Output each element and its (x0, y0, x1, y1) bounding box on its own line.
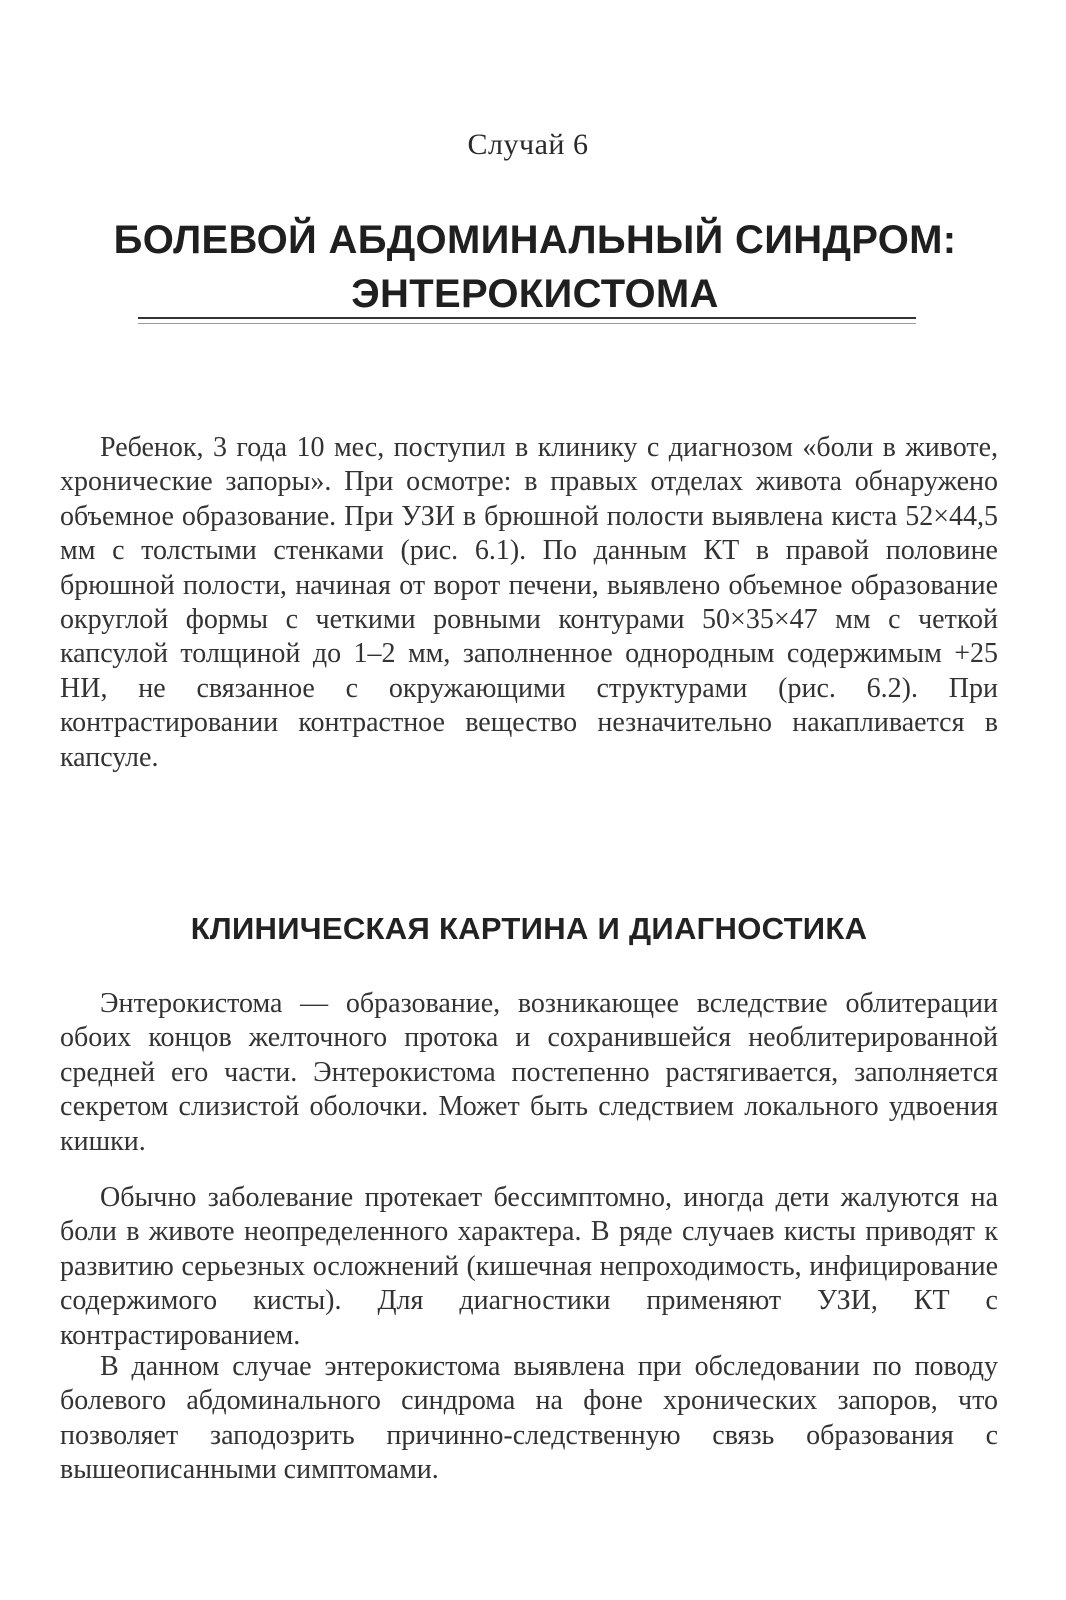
section-paragraph-1: Энтерокистома — образование, возникающее вследствие облитерации обоих концов желточного протока и сохранившейся необлитерированной средней его части. Энтерокистома постепенно растягивается, заполняется секретом слизистой оболочки. Может быть следствием локального удвоения кишки. (60, 988, 998, 1157)
title-underline (138, 317, 916, 319)
section-paragraph-2: Обычно заболевание протекает бессимптомно, иногда дети жалуются на боли в животе неопределенного характера. В ряде случаев кисты приводят к развитию серьезных осложнений (кишечная непроходимость, инфицирование содержимого кисты). Для диагностики применяют УЗИ, КТ с контрастированием. (60, 1182, 998, 1351)
section-heading: КЛИНИЧЕСКАЯ КАРТИНА И ДИАГНОСТИКА (190, 911, 868, 946)
case-description-paragraph: Ребенок, 3 года 10 мес, поступил в клинику с диагнозом «боли в животе, хронические запоры». При осмотре: в правых отделах живота обнаружено объемное образование. При УЗИ в брюшной полости выявлена киста 52×44,5 мм с толстыми стенками (рис. 6.1). По данным КТ в правой половине брюшной полости, начиная от ворот печени, выявлено объемное образование округлой формы с четкими ровными контурами 50×35×47 мм с четкой капсулой толщиной до 1–2 мм, заполненное однородным содержимым +25 HИ, не связанное с окружающими структурами (рис. 6.2). При контрастировании контрастное вещество незначительно накапливается в капсуле. (60, 432, 998, 773)
section-paragraph-1-block (60, 987, 998, 1159)
section-paragraph-2-block (60, 1181, 998, 1353)
section-paragraph-3-block (60, 1350, 998, 1488)
case-description (60, 431, 998, 775)
case-number-label: Случай 6 (467, 128, 589, 161)
chapter-title-line-2: ЭНТЕРОКИСТОМА (351, 272, 719, 316)
chapter-title-line-1: БОЛЕВОЙ АБДОМИНАЛЬНЫЙ СИНДРОМ: (113, 218, 957, 262)
chapter-title (60, 213, 1010, 321)
title-underline-thin (138, 323, 916, 324)
section-paragraph-3: В данном случае энтерокистома выявлена при обследовании по поводу болевого абдоминального синдрома на фоне хронических запоров, что позволяет заподозрить причинно-следственную связь образования с вышеописанными симптомами. (60, 1351, 998, 1486)
